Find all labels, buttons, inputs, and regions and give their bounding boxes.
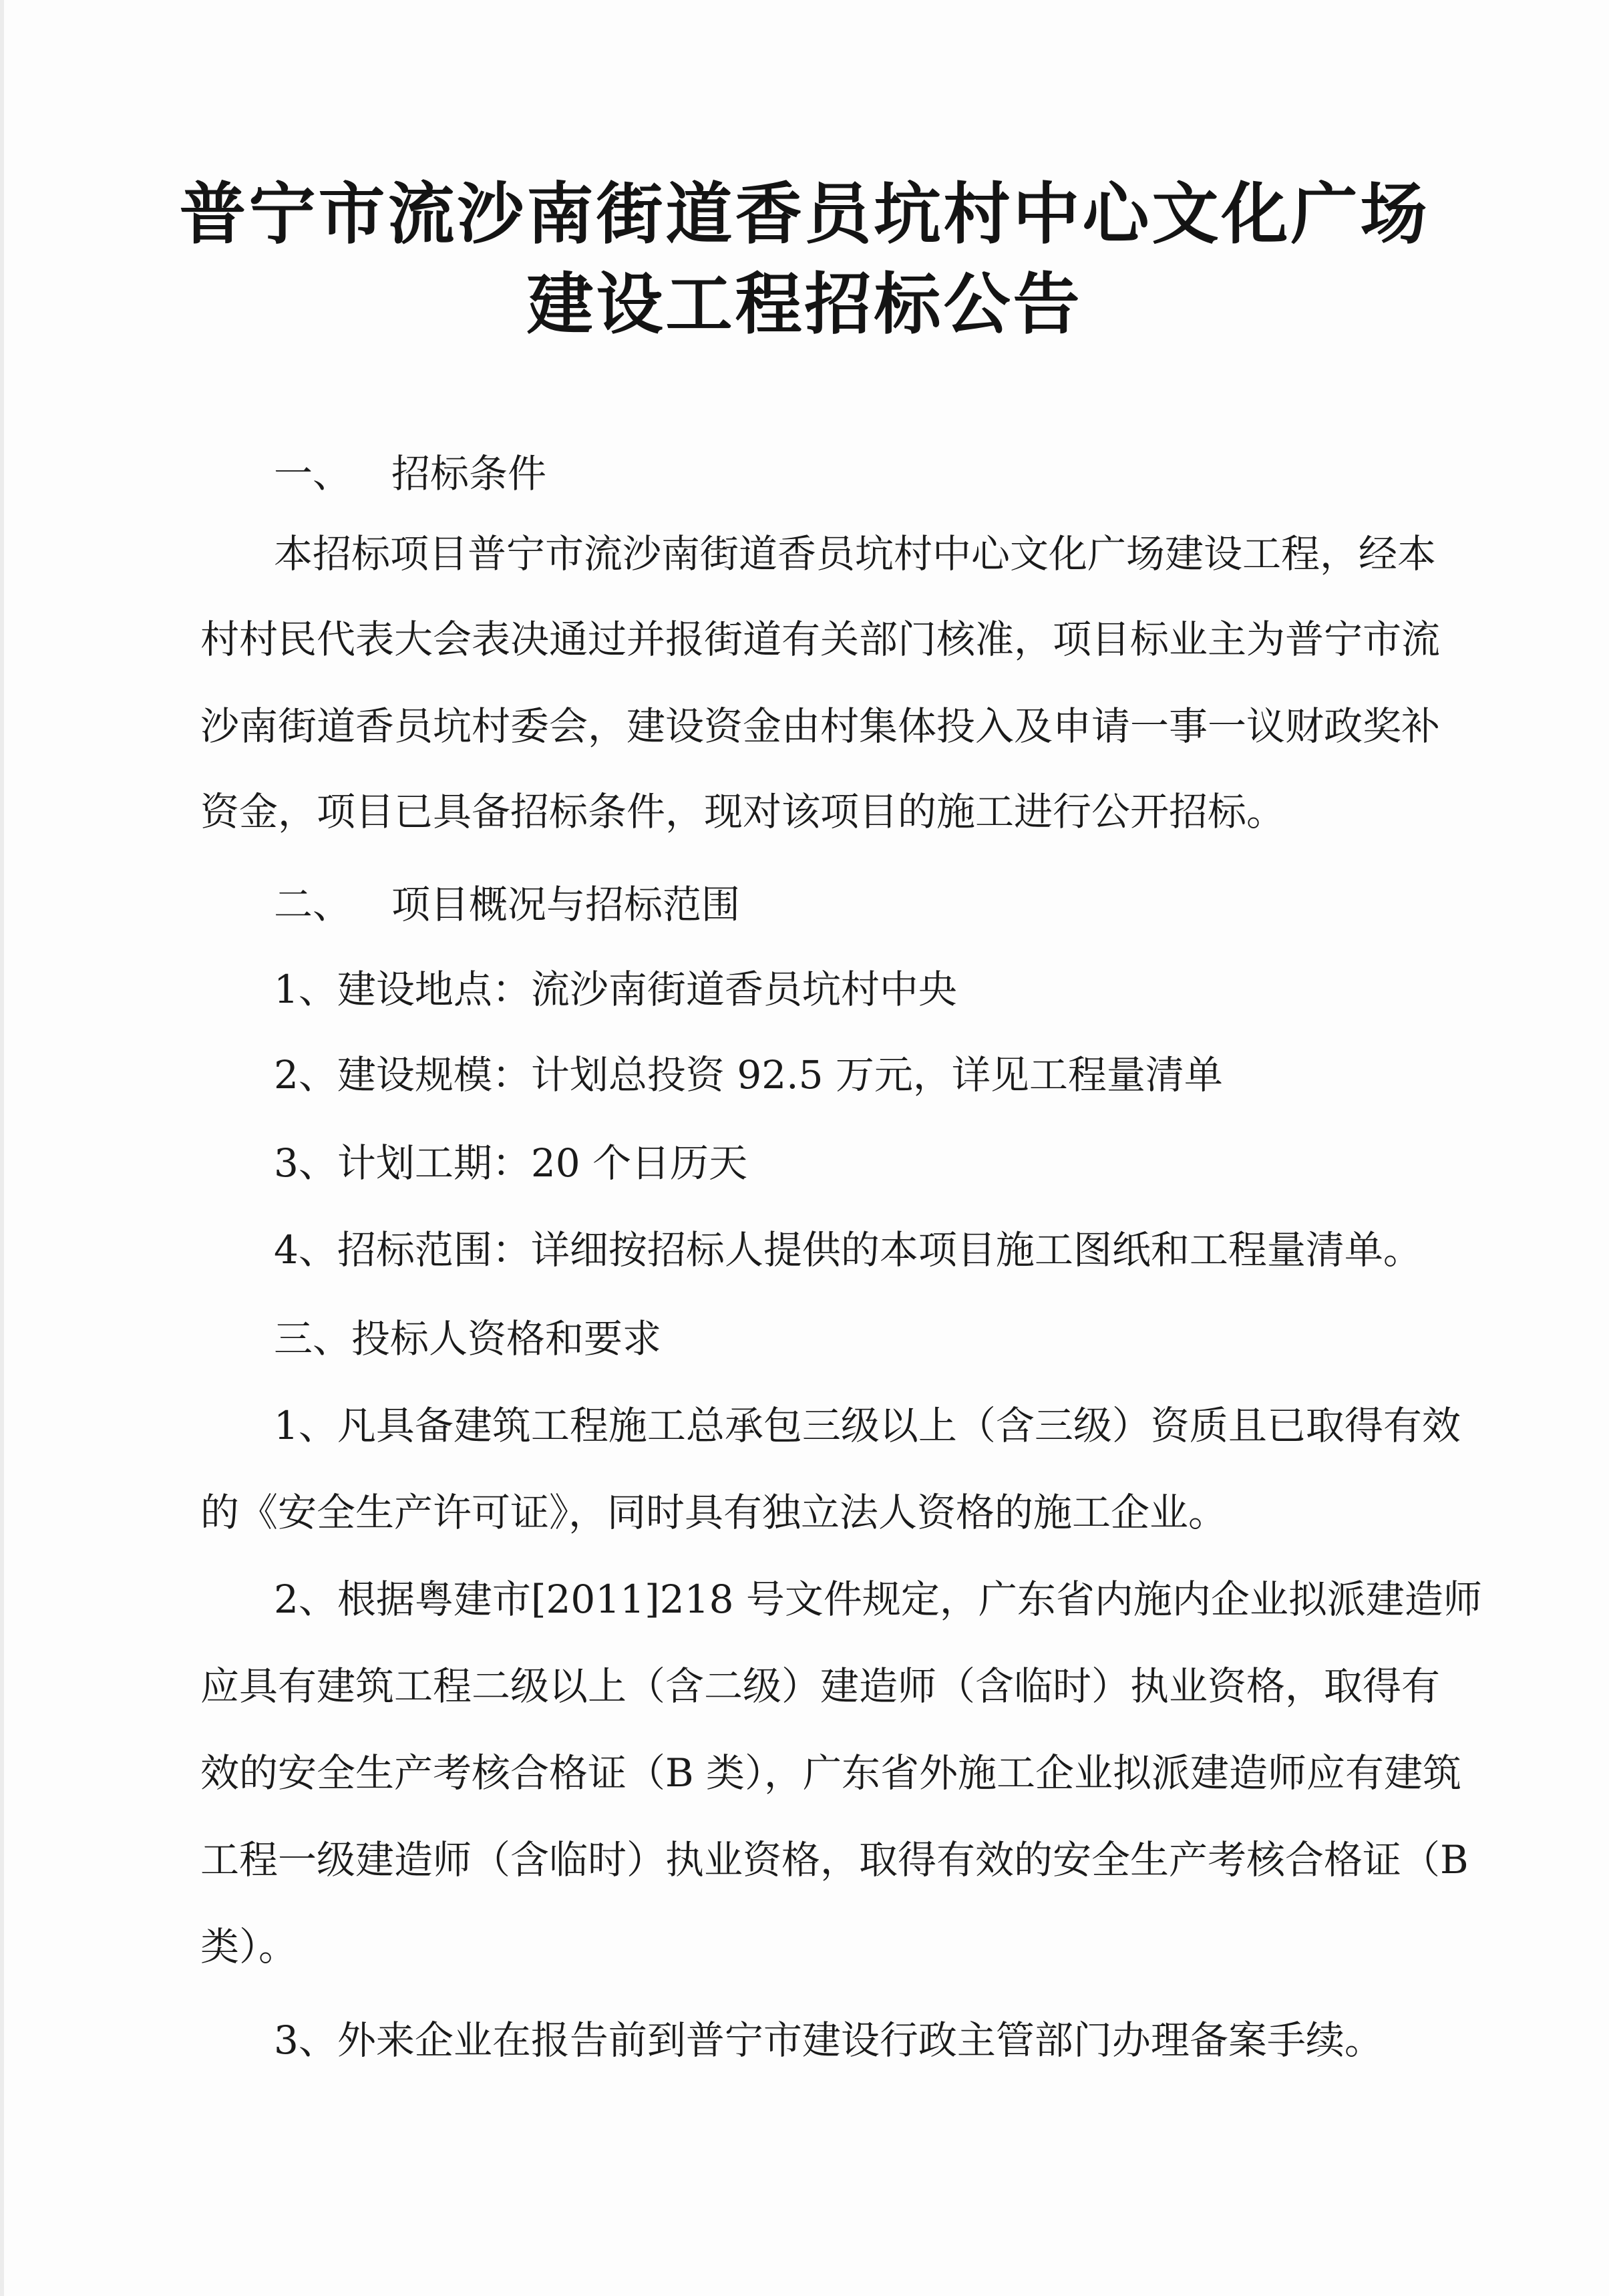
section-1-heading bbox=[274, 451, 547, 496]
section-2-item: 2、建设规模：计划总投资 92.5 万元，详见工程量清单 bbox=[274, 1052, 1223, 1098]
section-3-item-2-line: 工程一级建造师（含临时）执业资格，取得有效的安全生产考核合格证（B bbox=[200, 1837, 1469, 1882]
section-3-item-1-line: 的《安全生产许可证》，同时具有独立法人资格的施工企业。 bbox=[200, 1490, 1228, 1535]
section-3-item-2-line: 类）。 bbox=[200, 1924, 298, 1969]
section-2-heading bbox=[274, 882, 741, 927]
section-2-number: 二、 bbox=[274, 882, 352, 927]
section-1-body-line: 本招标项目普宁市流沙南街道香员坑村中心文化广场建设工程，经本 bbox=[274, 531, 1437, 577]
section-2-item: 4、招标范围：详细按招标人提供的本项目施工图纸和工程量清单。 bbox=[274, 1227, 1422, 1273]
section-3-item-1-line: 1、凡具备建筑工程施工总承包三级以上（含三级）资质且已取得有效 bbox=[274, 1403, 1461, 1448]
section-3-item-2-line: 效的安全生产考核合格证（B 类），广东省外施工企业拟派建造师应有建筑 bbox=[200, 1750, 1462, 1796]
section-2-item: 1、建设地点：流沙南街道香员坑村中央 bbox=[274, 967, 957, 1012]
section-1-number: 一、 bbox=[274, 451, 352, 496]
section-3-item-2-line: 2、根据粤建市[2011]218 号文件规定，广东省内施内企业拟派建造师 bbox=[274, 1577, 1482, 1622]
document-title-line-2: 建设工程招标公告 bbox=[526, 265, 1083, 343]
section-3-heading: 三、投标人资格和要求 bbox=[274, 1316, 662, 1361]
section-1-body-line: 资金，项目已具备招标条件，现对该项目的施工进行公开招标。 bbox=[200, 789, 1286, 834]
section-2-item: 3、计划工期：20 个日历天 bbox=[274, 1140, 748, 1186]
section-3-item-3: 3、外来企业在报告前到普宁市建设行政主管部门办理备案手续。 bbox=[274, 2017, 1383, 2063]
section-1-title: 招标条件 bbox=[391, 451, 547, 496]
section-1-body-line: 沙南街道香员坑村委会，建设资金由村集体投入及申请一事一议财政奖补 bbox=[200, 703, 1441, 749]
section-3-item-2-line: 应具有建筑工程二级以上（含二级）建造师（含临时）执业资格，取得有 bbox=[200, 1663, 1441, 1709]
section-1-body-line: 村村民代表大会表决通过并报街道有关部门核准，项目标业主为普宁市流 bbox=[200, 617, 1441, 662]
section-2-title: 项目概况与招标范围 bbox=[391, 882, 741, 927]
document-title-line-1: 普宁市流沙南街道香员坑村中心文化广场 bbox=[179, 174, 1430, 253]
